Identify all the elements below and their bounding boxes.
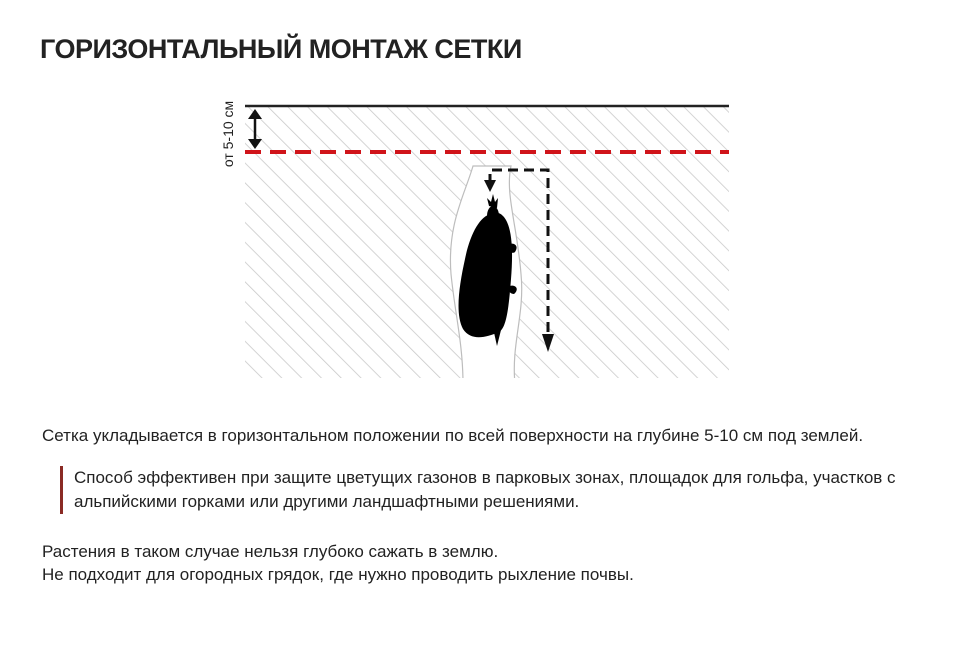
paragraph-plants: Растения в таком случае нельзя глубоко сажать в землю.: [42, 542, 499, 561]
quote-line: Способ эффективен при защите цветущих газонов в парковых зонах, площадок для гольфа, участков с: [74, 468, 896, 487]
page-title: ГОРИЗОНТАЛЬНЫЙ МОНТАЖ СЕТКИ: [40, 34, 522, 64]
quote-block: [60, 466, 896, 514]
paragraph-depth: Сетка укладывается в горизонтальном положении по всей поверхности на глубине 5-10 см под землей.: [42, 426, 864, 445]
quote-line: альпийскими горками или другими ландшафтными решениями.: [74, 492, 580, 511]
installation-diagram: [215, 94, 735, 384]
depth-label: от 5-10 см: [220, 100, 236, 168]
paragraph-beds: Не подходит для огородных грядок, где нужно проводить рыхление почвы.: [42, 565, 634, 584]
